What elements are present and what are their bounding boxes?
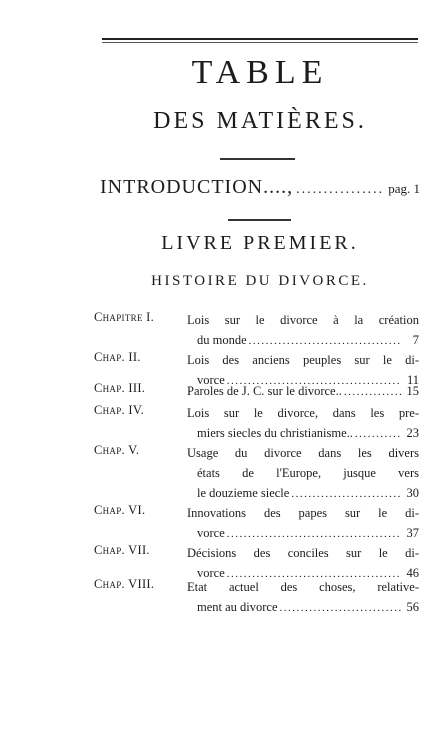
chapter-page-number: 15 [406, 384, 419, 398]
chapter-page-number: 7 [412, 333, 419, 347]
chapter-page-number: 37 [406, 526, 419, 540]
chapter-label: Chap. IV. [94, 403, 144, 417]
dot-leader [280, 598, 401, 618]
chapter-text [187, 443, 419, 503]
chapter-text [187, 577, 419, 617]
chapter-text-line [187, 503, 419, 523]
chapter-line-text: états de l'Europe, jusque vers [197, 466, 419, 480]
chapter-line-text: Décisions des conciles sur le di- [187, 546, 419, 560]
chapter-line-text: Lois des anciens peuples sur le di- [187, 353, 419, 367]
chapter-page-number: 46 [406, 566, 419, 580]
page-title: TABLE [191, 54, 329, 91]
page-subtitle: DES MATIÈRES. [153, 108, 367, 134]
chapter-line-text: vorce [197, 526, 225, 540]
chapter-line-text: ment au divorce [197, 600, 278, 614]
chapter-text-line [187, 543, 419, 563]
chapter-label: Chap. II. [94, 350, 141, 364]
chapter-text-line [187, 597, 419, 617]
chapter-label: Chap. III. [94, 381, 146, 395]
introduction-entry [100, 176, 420, 198]
chapter-line-text: Lois sur le divorce, dans les pre- [187, 406, 419, 420]
chapter-label: Chap. VII. [94, 543, 150, 557]
introduction-label: INTRODUCTION...., [100, 176, 294, 198]
introduction-leader [296, 182, 385, 198]
chapter-text-line [187, 330, 419, 350]
chapter-line-text: Usage du divorce dans les divers [187, 446, 419, 460]
chapter-line-text: Lois sur le divorce à la création [187, 313, 419, 327]
chapter-text [187, 310, 419, 350]
dot-leader [249, 331, 401, 351]
chapter-label: Chapitre I. [94, 310, 155, 324]
dot-leader [344, 382, 401, 402]
chapter-text-line [187, 483, 419, 503]
top-double-rule [102, 38, 418, 40]
title-divider [220, 158, 295, 160]
dot-leader [227, 524, 401, 544]
dot-leader [355, 424, 401, 444]
chapter-text [187, 403, 419, 443]
chapter-page-number: 56 [406, 600, 419, 614]
chapter-label: Chap. VI. [94, 503, 146, 517]
chapter-text [187, 381, 419, 401]
chapter-line-text: Paroles de J. C. sur le divorce.. [187, 384, 342, 398]
chapter-text-line [187, 350, 419, 370]
chapter-text-line [187, 523, 419, 543]
book-title: LIVRE PREMIER. [161, 232, 359, 254]
chapter-line-text: vorce [197, 373, 225, 387]
chapter-page-number: 11 [406, 373, 419, 387]
chapter-line-text: miers siecles du christianisme.. [197, 426, 353, 440]
chapter-page-number: 23 [406, 426, 419, 440]
chapter-text-line [187, 403, 419, 423]
chapter-label: Chap. V. [94, 443, 140, 457]
chapter-line-text: le douzieme siecle [197, 486, 290, 500]
chapter-line-text: Innovations des papes sur le di- [187, 506, 419, 520]
chapter-text-line [187, 423, 419, 443]
chapter-line-text: Etat actuel des choses, relative- [187, 580, 419, 594]
chapter-line-text: du monde [197, 333, 247, 347]
chapter-page-number: 30 [406, 486, 419, 500]
introduction-page: pag. 1 [388, 181, 420, 196]
dot-leader [291, 484, 401, 504]
chapter-text-line [187, 577, 419, 597]
chapter-text [187, 503, 419, 543]
chapter-text-line [187, 463, 419, 483]
chapter-text-line [187, 381, 419, 401]
chapter-label: Chap. VIII. [94, 577, 155, 591]
chapter-line-text: vorce [197, 566, 225, 580]
chapter-text-line [187, 443, 419, 463]
section-divider [228, 219, 291, 221]
chapter-text-line [187, 310, 419, 330]
book-subtitle: HISTOIRE DU DIVORCE. [151, 273, 369, 289]
